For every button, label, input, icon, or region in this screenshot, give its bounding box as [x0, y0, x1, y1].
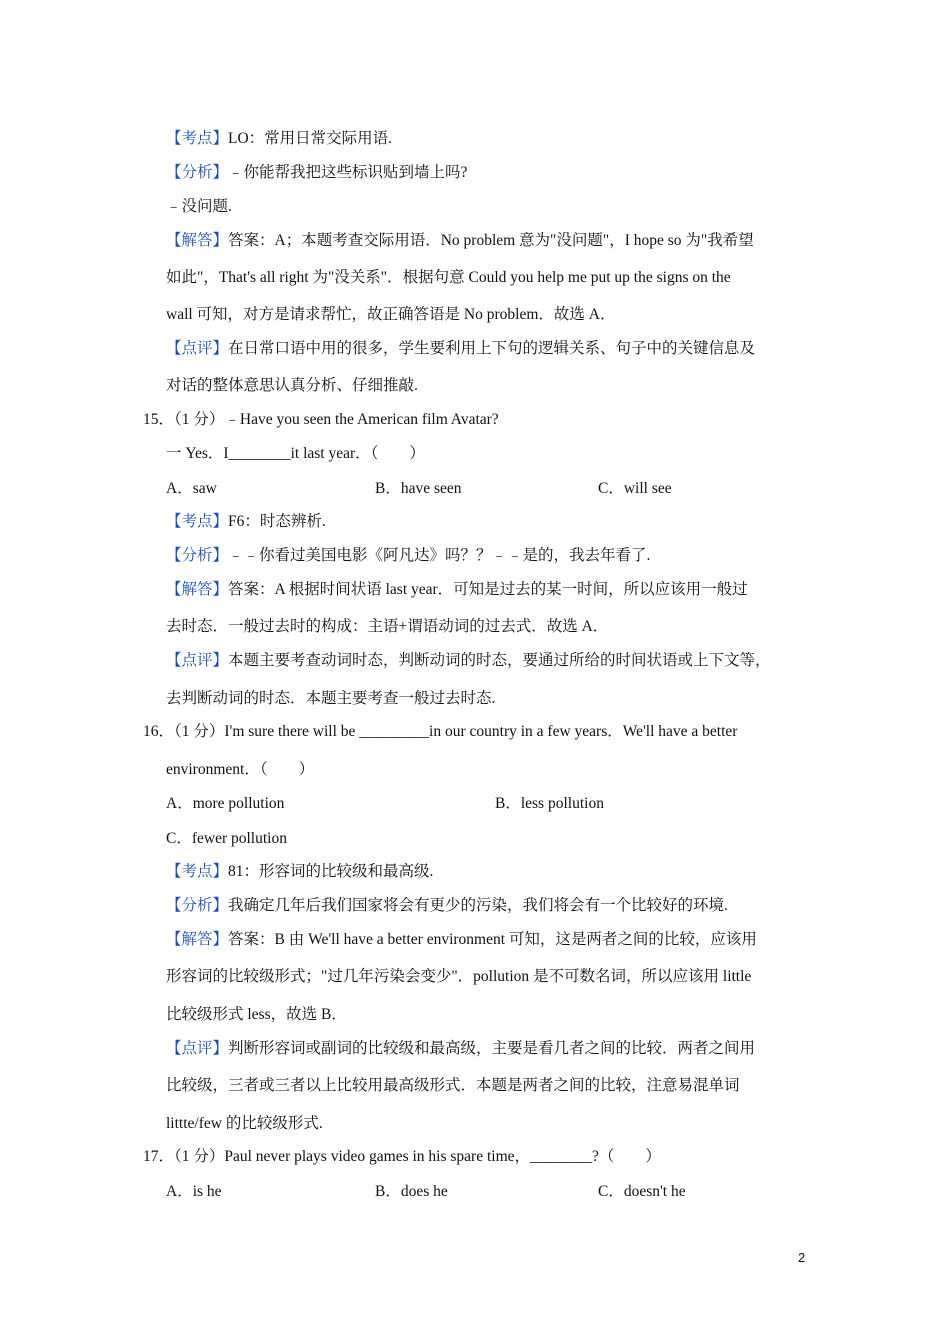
q15-option-a: A．saw	[166, 480, 217, 497]
kaodian-text: LO：常用日常交际用语.	[228, 130, 393, 147]
q16-fenxi	[166, 893, 728, 915]
q14-jieda-line2: 如此"，That's all right 为"没关系"．根据句意 Could you help me put up the signs on the	[166, 269, 731, 286]
q17-option-c: C．doesn't he	[598, 1183, 686, 1200]
jieda-tag: 【解答】	[166, 931, 229, 948]
jieda-text: 答案：A 根据时间状语 last year．可知是过去的某一时间，所以应该用一般过	[228, 581, 748, 598]
q16-jieda-line3: 比较级形式 less，故选 B．	[166, 1006, 347, 1023]
kaodian-tag: 【考点】	[166, 130, 229, 147]
jieda-text: 答案：A；本题考查交际用语．No problem 意为"没问题"，I hope so 为"我希望	[228, 232, 754, 249]
q16-kaodian	[166, 859, 433, 881]
page-number: 2	[798, 1250, 806, 1265]
q17-stem: 17．（1 分）Paul never plays video games in his spare time，________?（ ）	[143, 1148, 661, 1165]
q14-kaodian	[166, 126, 392, 148]
q16-option-c: C．fewer pollution	[166, 830, 287, 847]
dianping-tag: 【点评】	[166, 340, 229, 357]
dianping-tag: 【点评】	[166, 1040, 229, 1057]
dianping-text: 在日常口语中用的很多，学生要利用上下句的逻辑关系、句子中的关键信息及	[228, 340, 756, 357]
dianping-text: 本题主要考查动词时态，判断动词的时态，要通过所给的时间状语或上下文等，	[228, 652, 771, 669]
q16-option-b: B．less pollution	[495, 795, 604, 812]
fenxi-tag: 【分析】	[166, 547, 229, 564]
q15-dianping	[166, 648, 771, 670]
q16-stem-line2: environment．（ ）	[166, 761, 315, 778]
dianping-text: 判断形容词或副词的比较级和最高级，主要是看几者之间的比较．两者之间用	[228, 1040, 756, 1057]
q15-option-b: B．have seen	[375, 480, 462, 497]
jieda-tag: 【解答】	[166, 581, 229, 598]
fenxi-text: 我确定几年后我们国家将会有更少的污染，我们将会有一个比较好的环境.	[228, 897, 728, 914]
q16-stem: 16．（1 分）I'm sure there will be _________in our country in a few years．We'll have a better	[143, 723, 738, 740]
q15-stem: 15．（1 分）﹣Have you seen the American film Avatar?	[143, 411, 499, 428]
q16-jieda	[166, 927, 757, 949]
q15-fenxi	[166, 543, 650, 565]
jieda-tag: 【解答】	[166, 232, 229, 249]
kaodian-tag: 【考点】	[166, 863, 229, 880]
q16-dianping-line2: 比较级，三者或三者以上比较用最高级形式．本题是两者之间的比较，注意易混单词	[166, 1077, 740, 1094]
q15-jieda-line2: 去时态．一般过去时的构成：主语+谓语动词的过去式．故选 A．	[166, 618, 609, 635]
dianping-tag: 【点评】	[166, 652, 229, 669]
kaodian-tag: 【考点】	[166, 513, 229, 530]
fenxi-text: ﹣﹣你看过美国电影《阿凡达》吗？？﹣﹣是的，我去年看了.	[228, 547, 651, 564]
q17-option-a: A．is he	[166, 1183, 222, 1200]
fenxi-text: ﹣你能帮我把这些标识贴到墙上吗?	[228, 164, 468, 181]
q15-dianping-line2: 去判断动词的时态．本题主要考查一般过去时态.	[166, 690, 496, 707]
kaodian-text: 81：形容词的比较级和最高级.	[228, 863, 434, 880]
q14-dianping-line2: 对话的整体意思认真分析、仔细推敲.	[166, 377, 418, 394]
q14-fenxi	[166, 160, 467, 182]
q14-jieda	[166, 228, 754, 250]
q15-jieda	[166, 577, 748, 599]
jieda-text: 答案：B 由 We'll have a better environment 可知，这是两者之间的比较，应该用	[228, 931, 757, 948]
fenxi-tag: 【分析】	[166, 164, 229, 181]
kaodian-text: F6：时态辨析.	[228, 513, 326, 530]
fenxi-tag: 【分析】	[166, 897, 229, 914]
q15-stem-line2: 一 Yes．I________it last year．（ ）	[166, 445, 425, 462]
q15-option-c: C．will see	[598, 480, 672, 497]
q16-dianping-line3: littte/few 的比较级形式.	[166, 1115, 323, 1132]
q14-jieda-line3: wall 可知，对方是请求帮忙，故正确答语是 No problem．故选 A．	[166, 306, 616, 323]
q14-dianping	[166, 336, 755, 358]
q15-kaodian	[166, 509, 326, 531]
q16-jieda-line2: 形容词的比较级形式；"过几年污染会变少"．pollution 是不可数名词，所以应该用 little	[166, 968, 752, 985]
q17-option-b: B．does he	[375, 1183, 448, 1200]
q14-fenxi-line2: ﹣没问题.	[166, 198, 232, 215]
q16-option-a: A．more pollution	[166, 795, 285, 812]
q16-dianping	[166, 1036, 755, 1058]
